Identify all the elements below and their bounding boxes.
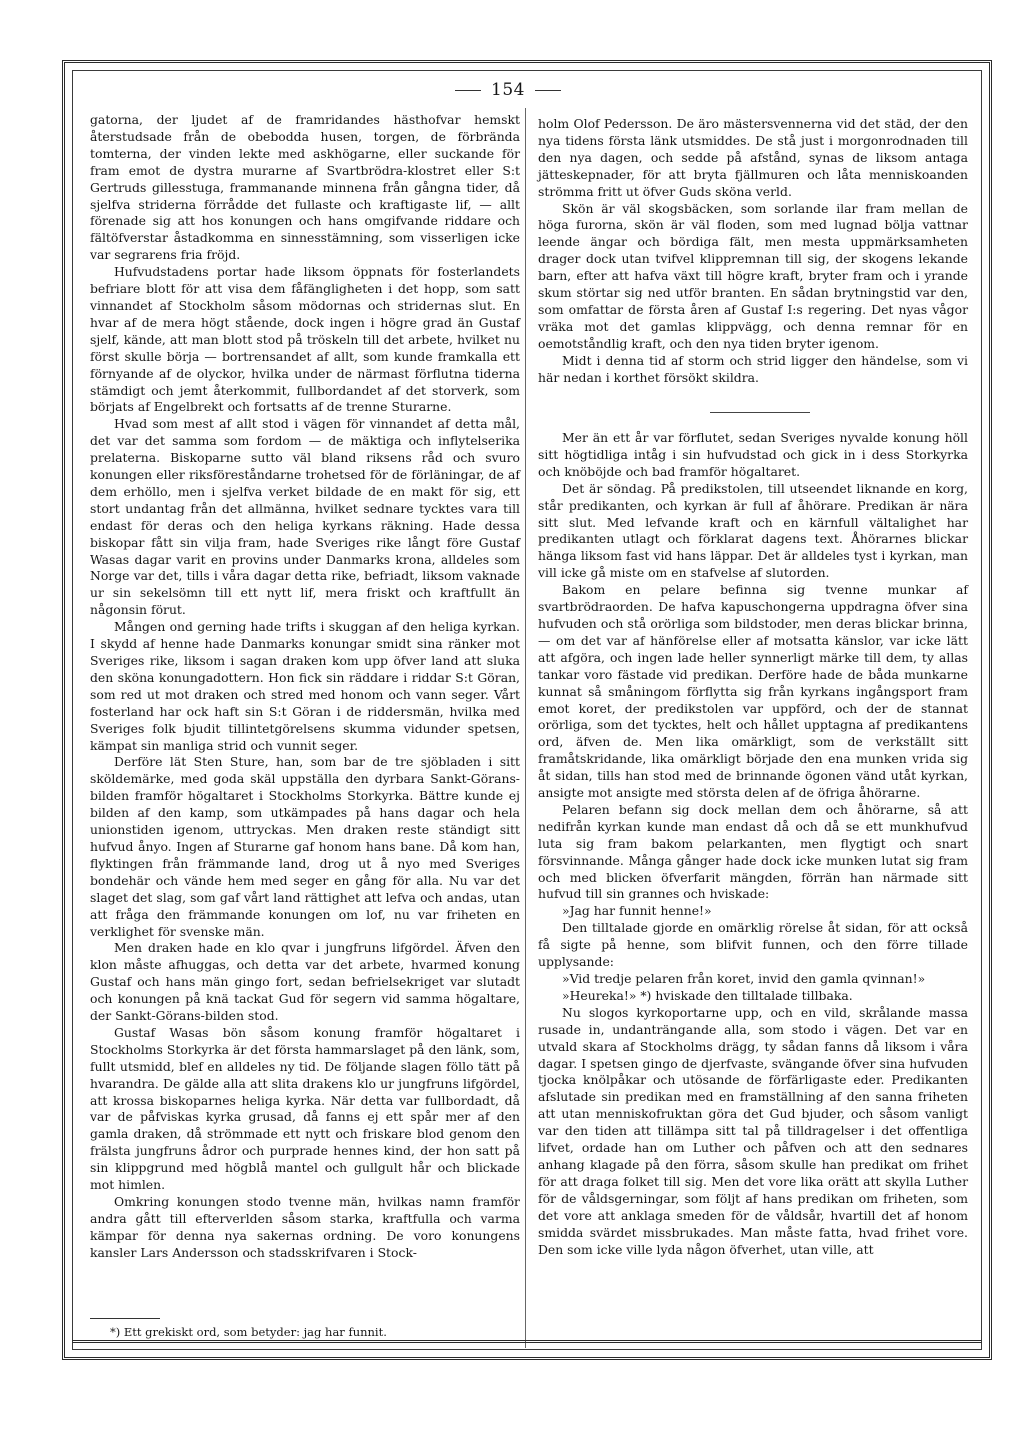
paragraph: Bakom en pelare befinna sig tvenne munkar af svartbrödraorden. De hafva kapuschongerna uppdragna öfver sina hufvuden och stå orörliga som bildstoder, men deras blickar brinna, — om det var af hänförelse eller af motsatta känslor, var icke lätt att afgöra, och ingen lade heller synnerligt märke till dem, ty allas tankar voro fästade vid predikan. Derföre hade de båda munkarne kunnat så småningom förflytta sig från kyrkans ingångsport fram emot koret, der predikstolen var uppförd, och der de stannat orörliga, som det tycktes, helt och hållet upptagna af predikantens ord, äfven de. Men lika omärkligt, som de verkställt sitt framåtskridande, lika omärkligt började den ena munken vrida sig åt sidan, tills han stod med de brinnande ögonen vänd utåt kyrkan, ansigte mot ansigte med största delen af de öfriga åhörarne. xyxy=(538,582,968,801)
page-number-header xyxy=(0,80,1016,100)
paragraph: Hufvudstadens portar hade liksom öppnats för fosterlandets befriare blott för att visa dem fåfängligheten i det hopp, som satt vinnandet af Stockholm såsom mödornas och stridernas slut. En hvar af de mera högt stående, dock ingen i högre grad än Gustaf sjelf, kände, att man blott stod på tröskeln till det arbete, hvilket nu först skulle börja — bortrensandet af allt, som kunde framkalla ett förnyande af de olyckor, hvilka under de närmast förflutna tiderna stämdigt och jemt återkommit, fullbordandet af det storverk, som börjats af Engelbrekt och fortsatts af de trenne Sturarne. xyxy=(90,264,520,415)
paragraph: Skön är väl skogsbäcken, som sorlande ilar fram mellan de höga furorna, skön är väl floden, som med lugnad bölja vattnar leende ängar och bördiga fält, men mesta uppmärksamheten drager dock utan tvifvel klippremnan till sig, der skogens lekande barn, efter att hafva växt till högre kraft, bryter fram och i yrande skum störtar sig ned utför branten. En sådan brytningstid var den, som omfattar de första åren af Gustaf I:s regering. Det nyas vågor vräka mot det gamlas klippvägg, och denna remnar för en oemotståndlig kraft, och den nya tiden bryter igenom. xyxy=(538,200,968,351)
paragraph: Mången ond gerning hade trifts i skuggan af den heliga kyrkan. I skydd af henne hade Danmarks konungar smidt sina ränker mot Sveriges rike, liksom i sagan draken kom upp öfver land att sluka den sköna konungadottern. Hon fick sin räddare i riddar S:t Göran, som red ut mot draken och stred med honom och vann seger. Vårt fosterland har ock haft sin S:t Göran i de riddersmän, hvilka med Sveriges folk bjudit tillintetgörelsens skumma vidunder spetsen, kämpat sin manliga strid och vunnit seger. xyxy=(90,619,520,753)
column-divider xyxy=(525,108,526,1348)
paragraph: holm Olof Pedersson. De äro mästersvennerna vid det städ, der den nya tidens första länk utsmiddes. De stå just i morgonrodnaden till den nya dagen, och sedde på afstånd, synas de liksom antaga jätteskepnader, för att bryta fjällmuren och låta menniskoanden strömma fritt ut öfver Guds sköna verld. xyxy=(538,116,968,199)
right-column-top xyxy=(538,116,968,387)
section-separator xyxy=(710,412,810,413)
paragraph: Mer än ett år var förflutet, sedan Sveriges nyvalde konung höll sitt högtidliga intåg i sin hufvudstad och gick in i dess Storkyrka och knöböjde och bad framför högaltaret. xyxy=(538,430,968,479)
paragraph: Den tilltalade gjorde en omärklig rörelse åt sidan, för att också få sigte på henne, som blifvit funnen, och den förre tillade upplysande: xyxy=(538,920,968,970)
footnote: *) Ett grekiskt ord, som betyder: jag har funnit. xyxy=(110,1325,387,1339)
paragraph: Gustaf Wasas bön såsom konung framför högaltaret i Stockholms Storkyrka är det första hammarslaget på den länk, som, fullt utsmidd, blef en alldeles ny tid. De följande slagen föllo tätt på hvarandra. De gälde alla att slita drakens klo ur jungfruns lifgördel, att krossa biskoparnes heliga kyrka. När detta var fullbordadt, då var de påfviskas kyrka grusad, då fanns ej ett spår mer af den gamla draken, då strömmade ett nytt och friskare blod genom den frälsta jungfruns ådror och purprade hennes kind, der hon satt på sin klippgrund med högblå mantel och gullgult hår och blickade mot himlen. xyxy=(90,1024,520,1193)
dialog-line: »Jag har funnit henne!» xyxy=(562,903,712,919)
paragraph: Omkring konungen stodo tvenne män, hvilkas namn framför andra gått till efterverlden såsom starka, kraftfulla och varma kämpar för denna nya sakernas ordning. De voro konungens kansler Lars Andersson och stadsskrifvaren i Stock- xyxy=(90,1194,520,1260)
paragraph: Det är söndag. På predikstolen, till utseendet liknande en korg, står predikanten, och kyrkan är full af åhörare. Predikan är nära sitt slut. Med lefvande kraft och en kärnfull vältalighet har predikanten utlagt och förklarat dagens text. Åhörarnes blickar hänga liksom fast vid hans läppar. Det är alldeles tyst i kyrkan, man vill icke gå miste om en stafvelse af slutorden. xyxy=(538,480,968,581)
page-bottom-rule xyxy=(72,1340,982,1343)
dialog-line: »Heureka!» *) hviskade den tilltalade tillbaka. xyxy=(562,987,853,1003)
page-number: 154 xyxy=(491,80,525,100)
paragraph: Nu slogos kyrkoportarne upp, och en vild, skrålande massa rusade in, undanträngande alla, som stodo i vägen. Det var en utvald skara af Stockholms drägg, ty sådan fanns då liksom i våra dagar. I spetsen gingo de djerfvaste, svängande öfver sina hufvuden tjocka knölpåkar och utösande de förfärligaste eder. Predikanten afslutade sin predikan med en framställning af den sanna friheten att utan menniskofruktan göra det Gud bjuder, och såsom vanligt var den tiden att tillämpa sitt tal på tilldragelser i det offentliga lifvet, ordade han om Luther och påfven och att den sednares anhang klagade på den förra, såsom skulle han predikat om frihet för att draga folket till sig. Men det vore lika orätt att skylla Luther för de våldsgerningar, som följt af hans predikan om friheten, som det vore att anklaga smeden för de våldsår, hvartill det af honom smidda svärdet missbrukades. Man måste fatta, hvad frihet vore. Den som icke ville lyda någon öfverhet, utan ville, att xyxy=(538,1004,968,1257)
left-column xyxy=(90,112,520,1262)
paragraph: Pelaren befann sig dock mellan dem och åhörarne, så att nedifrån kyrkan kunde man endast då och då se ett munkhufvud luta sig fram bakom pelarkanten, men flygtigt och snart försvinnande. Många gånger hade dock icke munken lutat sig fram och med blicken öfverfarit mängden, förrän han närmade sitt hufvud till sin grannes och hviskade: xyxy=(538,801,968,902)
footnote-rule xyxy=(90,1318,160,1319)
paragraph: gatorna, der ljudet af de framridandes hästhofvar hemskt återstudsade från de obebodda husen, torgen, de förbrända tomterna, der vinden lekte med askhögarne, eller suckande för fram emot de dystra murarne af Svartbrödra-klostret eller S:t Gertruds gillesstuga, frammanande minnena från gångna tider, då sjelfva striderna förrådde det fullaste och kraftigaste lif, — allt förenade sig att hos konungen och hans omgifvande riddare och fältöfverstar åstadkomma en sinnesstämning, som visserligen icke var segrarens fria fröjd. xyxy=(90,112,520,263)
dialog-line: »Vid tredje pelaren från koret, invid den gamla qvinnan!» xyxy=(562,971,926,986)
paragraph: Midt i denna tid af storm och strid ligger den händelse, som vi här nedan i korthet försökt skildra. xyxy=(538,352,968,385)
right-column-bottom xyxy=(538,430,968,1258)
paragraph: Derföre lät Sten Sture, han, som bar de tre sjöbladen i sitt sköldemärke, med goda skäl uppställa den dyrbara Sankt-Görans-bilden framför högaltaret i Stockholms Storkyrka. Bättre kunde ej bilden af den kamp, som utkämpades på hans dagar och hela unionstiden igenom, uttryckas. Men draken reste ständigt sitt hufvud ånyo. Ingen af Sturarne gaf honom hans bane. Då kom han, flyktingen från främmande land, drog ut å nyo med Sveriges bondehär och vände hem med seger en gång för alla. Nu var det slaget det slag, som gaf vårt land rättighet att lefva och andas, utan att fråga den främmande konungen om lof, nu var friheten en verklighet för svenske män. xyxy=(90,754,520,939)
paragraph: Men draken hade en klo qvar i jungfruns lifgördel. Äfven den klon måste afhuggas, och detta var det arbete, hvarmed konung Gustaf och hans män gingo fort, sedan befrielsekriget var slutadt och konungen på knä tackat Gud för segern vid samma högaltare, der Sankt-Görans-bilden stod. xyxy=(90,940,520,1024)
paragraph: Hvad som mest af allt stod i vägen för vinnandet af detta mål, det var det samma som fordom — de mäktiga och inflytelserika prelaterna. Biskoparne sutto väl bland riksens råd och svuro konungen eller riksföreståndarne trohetsed för de förläningar, de af dem erhöllo, men i sjelfva verket bildade de en makt för sig, ett stort undantag från det allmänna, hvilket sednare tycktes vara till endast för deras och den heliga kyrkans räkning. Hade dessa biskopar fått sin vilja fram, hade Sveriges rike långt före Gustaf Wasas dagar varit en provins under Danmarks krona, alldeles som Norge var det, tills i våra dagar detta rike, befriadt, liksom vaknade ur sin sekelsömn till ett nytt lif, mera friskt och kraftfullt än någonsin förut. xyxy=(90,416,520,618)
